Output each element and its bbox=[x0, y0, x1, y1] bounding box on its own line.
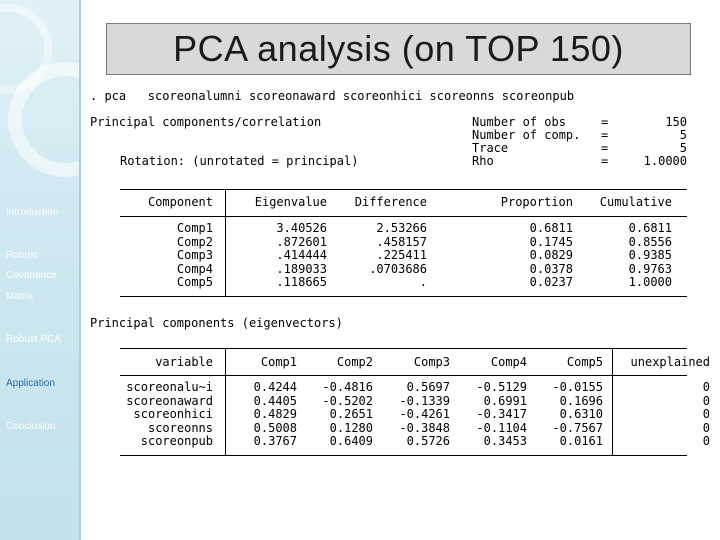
table-cell: 0 bbox=[702, 420, 710, 435]
table-cell: -0.4816 bbox=[322, 380, 373, 394]
column-header: Comp2 bbox=[336, 355, 373, 369]
table-cell: 0.0378 bbox=[529, 261, 573, 276]
table-cell: -0.5129 bbox=[476, 380, 527, 394]
eigvec-heading: Principal components (eigenvectors) bbox=[90, 316, 343, 330]
table-cell: 0.6409 bbox=[329, 434, 373, 448]
stat-value: 5 bbox=[679, 128, 687, 142]
stat-value: 1.0000 bbox=[643, 154, 687, 168]
table-cell: 0 bbox=[702, 407, 710, 421]
sidebar-item-conclusion[interactable]: Conclusion bbox=[6, 421, 56, 432]
row-label: scoreonhici bbox=[133, 407, 213, 421]
table-cell: .225411 bbox=[376, 248, 427, 262]
table-cell: -0.1104 bbox=[476, 420, 527, 435]
table-cell: -0.7567 bbox=[552, 420, 603, 435]
rotation-line: Rotation: (unrotated = principal) bbox=[120, 154, 359, 168]
row-label: Comp1 bbox=[176, 221, 213, 235]
table-rule bbox=[120, 296, 687, 297]
table-cell: .872601 bbox=[276, 234, 327, 249]
stat-value: 5 bbox=[679, 141, 687, 155]
column-header: Difference bbox=[354, 195, 427, 209]
header-variable: variable bbox=[155, 355, 213, 369]
table-cell: 2.53266 bbox=[376, 221, 427, 235]
table-cell: 0.8556 bbox=[628, 234, 672, 249]
table-cell: 0.6811 bbox=[529, 221, 573, 235]
table-cell: 0.0237 bbox=[529, 275, 573, 289]
table-cell: .458157 bbox=[376, 234, 427, 249]
table-cell: .414444 bbox=[276, 248, 327, 262]
row-label: Comp4 bbox=[176, 261, 213, 276]
table-cell: . bbox=[419, 275, 427, 289]
table-rule bbox=[120, 216, 687, 217]
stata-command: . pca scoreonalumni scoreonaward scoreonhici scoreonns scoreonpub bbox=[90, 89, 575, 103]
stat-label: Rho bbox=[472, 154, 494, 168]
table-cell: 0.6811 bbox=[628, 221, 672, 235]
table-cell: 0.3453 bbox=[483, 434, 527, 448]
table-cell: -0.1339 bbox=[399, 393, 450, 408]
column-header bbox=[615, 356, 710, 369]
table-cell: 3.40526 bbox=[276, 221, 327, 235]
column-header: Comp3 bbox=[413, 355, 450, 369]
table-cell: -0.0155 bbox=[552, 380, 603, 394]
column-header: Component bbox=[147, 195, 213, 209]
table-cell: 0.4829 bbox=[253, 407, 297, 421]
table-cell: -0.4261 bbox=[399, 407, 450, 421]
table-divider bbox=[225, 189, 226, 296]
stat-label: Number of obs bbox=[472, 115, 566, 129]
row-label: scoreonaward bbox=[126, 393, 213, 408]
sidebar bbox=[0, 0, 81, 540]
table-cell: .0703686 bbox=[369, 261, 427, 276]
row-label: Comp3 bbox=[176, 248, 213, 262]
table-cell: 0.0161 bbox=[559, 434, 603, 448]
title-box bbox=[106, 23, 691, 75]
table-cell: 0.9763 bbox=[628, 261, 672, 276]
table-cell: 0.2651 bbox=[329, 407, 373, 421]
table-divider bbox=[225, 348, 226, 455]
column-header bbox=[120, 356, 213, 369]
row-label: scoreonalu~i bbox=[126, 380, 213, 394]
row-label: scoreonns bbox=[147, 420, 213, 435]
table-cell: 0.3767 bbox=[253, 434, 297, 448]
row-label: Comp2 bbox=[176, 234, 213, 249]
table-cell: 0.0829 bbox=[529, 248, 573, 262]
column-header: Proportion bbox=[500, 195, 573, 209]
column-header: Comp5 bbox=[566, 355, 603, 369]
table-cell: .189033 bbox=[276, 261, 327, 276]
column-header: Eigenvalue bbox=[254, 195, 327, 209]
header-unexplained: unexplained bbox=[630, 355, 710, 369]
column-header: Cumulative bbox=[599, 195, 672, 209]
table-cell: -0.5202 bbox=[322, 393, 373, 408]
table-cell: -0.3848 bbox=[399, 420, 450, 435]
sidebar-item-introduction[interactable]: Introduction bbox=[6, 207, 59, 218]
row-label: scoreonpub bbox=[140, 434, 213, 448]
sidebar-item-robust-pca[interactable]: Robust PCA bbox=[6, 334, 62, 345]
stat-eq: = bbox=[601, 141, 609, 155]
table-cell: 0.1280 bbox=[329, 420, 373, 435]
row-label: Comp5 bbox=[176, 275, 213, 289]
sidebar-item-matrix[interactable]: Matrix bbox=[6, 291, 34, 302]
stat-value: 150 bbox=[665, 115, 687, 129]
stat-eq: = bbox=[601, 115, 609, 129]
stat-label: Trace bbox=[472, 141, 509, 155]
table-cell: 0.5697 bbox=[406, 380, 450, 394]
stat-eq: = bbox=[601, 128, 609, 142]
table-rule bbox=[120, 189, 687, 190]
column-header: Comp1 bbox=[260, 355, 297, 369]
page-title: PCA analysis (on TOP 150) bbox=[173, 28, 624, 69]
table-cell: -0.3417 bbox=[476, 407, 527, 421]
table-cell: .118665 bbox=[276, 275, 327, 289]
table-cell: 0.4405 bbox=[253, 393, 297, 408]
table-rule bbox=[120, 348, 687, 349]
table-cell: 1.0000 bbox=[628, 275, 672, 289]
stat-label: Number of comp. bbox=[472, 128, 581, 142]
table-rule bbox=[120, 375, 687, 376]
sidebar-item-application[interactable]: Application bbox=[6, 378, 55, 389]
table-cell: 0.6991 bbox=[483, 393, 527, 408]
summary-heading: Principal components/correlation bbox=[90, 115, 322, 129]
table-rule bbox=[120, 455, 687, 456]
table-cell: 0.4244 bbox=[253, 380, 297, 394]
table-cell: 0.5726 bbox=[406, 434, 450, 448]
table-cell: 0.6310 bbox=[559, 407, 603, 421]
table-cell: 0 bbox=[702, 434, 710, 448]
sidebar-item-covariance[interactable]: Covariance bbox=[6, 270, 57, 281]
table-cell: 0 bbox=[702, 380, 710, 394]
sidebar-item-robust[interactable]: Robust bbox=[6, 250, 38, 261]
table-cell: 0.9385 bbox=[628, 248, 672, 262]
table-cell: 0.1696 bbox=[559, 393, 603, 408]
stat-eq: = bbox=[601, 154, 609, 168]
table-cell: 0.1745 bbox=[529, 234, 573, 249]
table-divider bbox=[612, 348, 613, 455]
column-header: Comp4 bbox=[490, 355, 527, 369]
table-cell: 0.5008 bbox=[253, 420, 297, 435]
table-cell: 0 bbox=[702, 393, 710, 408]
